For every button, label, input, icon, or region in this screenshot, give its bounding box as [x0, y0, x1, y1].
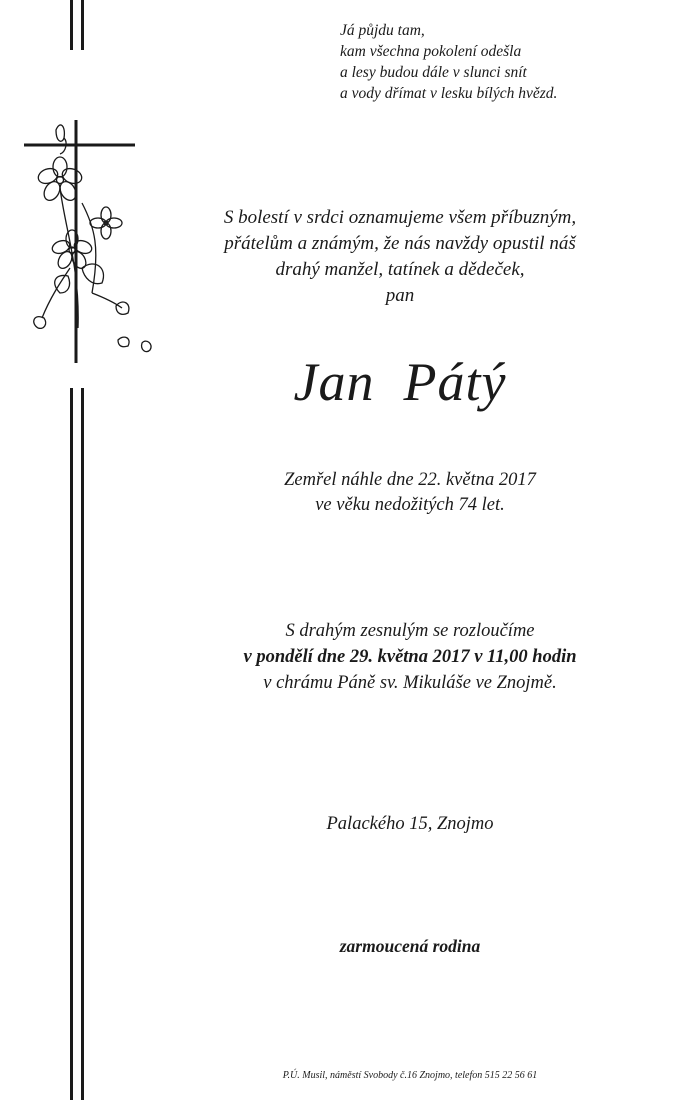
announcement-line: přátelům a známým, že nás navždy opustil náš: [224, 233, 576, 254]
funeral-service-footer: P.Ú. Musil, náměstí Svobody č.16 Znojmo, telefon 515 22 56 61: [282, 1070, 538, 1081]
family-signature: zarmoucená rodina: [339, 936, 481, 956]
family-address: Palackého 15, Znojmo: [326, 814, 494, 834]
announcement: [150, 205, 650, 309]
deceased-name: Jan Pátý: [293, 352, 507, 412]
left-rule-top-outer: [70, 0, 73, 50]
death-info-line: Zemřel náhle dne 22. května 2017: [284, 470, 536, 490]
left-rule-bottom-outer: [70, 388, 73, 1100]
left-rule-top-inner: [81, 0, 84, 50]
poem: [340, 20, 640, 104]
farewell-ceremony: [150, 618, 670, 696]
announcement-line: S bolestí v srdci oznamujeme všem příbuzným,: [223, 207, 577, 228]
poem-line: a lesy budou dále v slunci snít: [340, 64, 527, 81]
poem-line: kam všechna pokolení odešla: [340, 43, 522, 60]
announcement-line: pan: [385, 285, 415, 306]
farewell-line: S drahým zesnulým se rozloučíme: [285, 621, 535, 641]
left-rule-bottom-inner: [81, 388, 84, 1100]
farewell-venue: v chrámu Páně sv. Mikuláše ve Znojmě.: [263, 673, 557, 693]
farewell-date-time: v pondělí dne 29. května 2017 v 11,00 hodin: [243, 647, 577, 667]
announcement-line: drahý manžel, tatínek a dědeček,: [275, 259, 525, 280]
poem-line: Já půjdu tam,: [340, 22, 425, 39]
death-info-line: ve věku nedožitých 74 let.: [315, 495, 505, 515]
cross-with-flowers-icon: [20, 118, 170, 368]
poem-line: a vody dřímat v lesku bílých hvězd.: [340, 85, 558, 102]
death-info: [150, 468, 670, 518]
